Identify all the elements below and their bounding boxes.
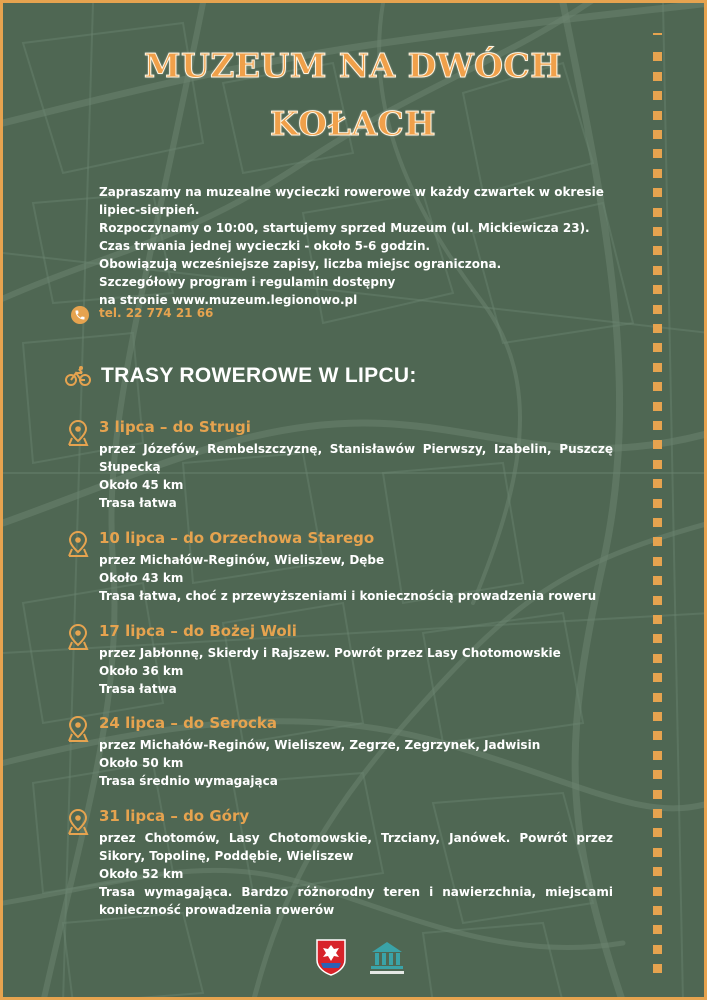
border-dot xyxy=(653,305,662,314)
museum-logo xyxy=(367,938,407,976)
route-details xyxy=(99,440,613,512)
route-via: przez Jabłonnę, Skierdy i Rajszew. Powrót przez Lasy Chotomowskie xyxy=(99,646,561,660)
border-dot xyxy=(653,693,662,702)
phone-contact xyxy=(71,305,214,325)
intro-line: Szczegółowy program i regulamin dostępny xyxy=(99,275,396,289)
phone-icon xyxy=(71,306,89,324)
border-dot xyxy=(653,324,662,333)
border-dot xyxy=(653,188,662,197)
border-dot xyxy=(653,557,662,566)
route-via: przez Michałów-Reginów, Wieliszew, Dębe xyxy=(99,553,385,567)
border-dot xyxy=(653,731,662,740)
border-dot xyxy=(653,130,662,139)
border-dot xyxy=(653,537,662,546)
border-dot xyxy=(653,499,662,508)
border-dot xyxy=(653,285,662,294)
map-pin-icon xyxy=(67,420,89,446)
route-title: 31 lipca – do Góry xyxy=(99,807,250,825)
poster-title xyxy=(73,37,633,153)
route-difficulty: Trasa wymagająca. Bardzo różnorodny teren i nawierzchnia, miejscami konieczność prowadzenia rowerów xyxy=(99,885,613,917)
dotted-border xyxy=(653,33,665,993)
border-dot xyxy=(653,790,662,799)
border-dot xyxy=(653,751,662,760)
border-dot xyxy=(653,964,662,973)
intro-text xyxy=(99,183,619,309)
route-title: 17 lipca – do Bożej Woli xyxy=(99,622,297,640)
border-dot xyxy=(653,33,662,35)
border-dot xyxy=(653,596,662,605)
route-difficulty: Trasa łatwa, choć z przewyższeniami i koniecznością prowadzenia roweru xyxy=(99,589,597,603)
route-distance: Około 45 km xyxy=(99,478,184,492)
routes-heading xyxy=(65,361,417,391)
border-dot xyxy=(653,654,662,663)
map-pin-icon xyxy=(67,716,89,742)
intro-line: lipiec-sierpień. xyxy=(99,203,200,217)
route-distance: Około 50 km xyxy=(99,756,184,770)
route-details xyxy=(99,736,613,790)
border-dot xyxy=(653,673,662,682)
border-dot xyxy=(653,945,662,954)
border-dot xyxy=(653,111,662,120)
border-dot xyxy=(653,809,662,818)
border-dot xyxy=(653,149,662,158)
border-dot xyxy=(653,52,662,61)
border-dot xyxy=(653,343,662,352)
border-dot xyxy=(653,208,662,217)
footer-logos xyxy=(315,938,407,976)
border-dot xyxy=(653,363,662,372)
border-dot xyxy=(653,227,662,236)
border-dot xyxy=(653,576,662,585)
border-dot xyxy=(653,634,662,643)
border-dot xyxy=(653,770,662,779)
map-pin-icon xyxy=(67,624,89,650)
border-dot xyxy=(653,867,662,876)
phone-number: tel. 22 774 21 66 xyxy=(99,306,214,320)
intro-line: Zapraszamy na muzealne wycieczki rowerowe w każdy czwartek w okresie xyxy=(99,185,604,199)
map-pin-icon xyxy=(67,531,89,557)
border-dot xyxy=(653,91,662,100)
border-dot xyxy=(653,421,662,430)
route-title: 3 lipca – do Strugi xyxy=(99,418,251,436)
intro-line: Czas trwania jednej wycieczki - około 5-6 godzin. xyxy=(99,239,431,253)
routes-heading-text: TRASY ROWEROWE W LIPCU: xyxy=(101,364,417,387)
map-pin-icon xyxy=(67,809,89,835)
intro-line: Obowiązują wcześniejsze zapisy, liczba miejsc ograniczona. xyxy=(99,257,502,271)
border-dot xyxy=(653,712,662,721)
route-title: 24 lipca – do Serocka xyxy=(99,714,278,732)
route-via: przez Michałów-Reginów, Wieliszew, Zegrze, Zegrzynek, Jadwisin xyxy=(99,738,541,752)
route-details xyxy=(99,644,613,698)
route-details xyxy=(99,829,613,919)
border-dot xyxy=(653,887,662,896)
border-dot xyxy=(653,460,662,469)
border-dot xyxy=(653,906,662,915)
route-via: przez Józefów, Rembelszczyznę, Stanisławów Pierwszy, Izabelin, Puszczę Słupecką xyxy=(99,442,613,474)
border-dot xyxy=(653,518,662,527)
border-dot xyxy=(653,828,662,837)
border-dot xyxy=(653,72,662,81)
border-dot xyxy=(653,925,662,934)
bicycle-icon xyxy=(65,365,91,387)
title-line-1: MUZEUM NA DWÓCH xyxy=(144,46,562,85)
title-line-2: KOŁACH xyxy=(269,104,437,143)
border-dot xyxy=(653,266,662,275)
route-title: 10 lipca – do Orzechowa Starego xyxy=(99,529,375,547)
route-distance: Około 43 km xyxy=(99,571,184,585)
route-via: przez Chotomów, Lasy Chotomowskie, Trzciany, Janówek. Powrót przez Sikory, Topolinę, Poddębie, Wieliszew xyxy=(99,831,613,863)
border-dot xyxy=(653,402,662,411)
border-dot xyxy=(653,246,662,255)
border-dot xyxy=(653,848,662,857)
coat-of-arms-logo xyxy=(315,938,347,976)
route-distance: Około 52 km xyxy=(99,867,184,881)
route-details xyxy=(99,551,613,605)
route-difficulty: Trasa łatwa xyxy=(99,682,177,696)
border-dot xyxy=(653,479,662,488)
border-dot xyxy=(653,169,662,178)
border-dot xyxy=(653,382,662,391)
border-dot xyxy=(653,440,662,449)
route-distance: Około 36 km xyxy=(99,664,184,678)
route-difficulty: Trasa średnio wymagająca xyxy=(99,774,278,788)
border-dot xyxy=(653,615,662,624)
intro-line: Rozpoczynamy o 10:00, startujemy sprzed Muzeum (ul. Mickiewicza 23). xyxy=(99,221,590,235)
route-difficulty: Trasa łatwa xyxy=(99,496,177,510)
intro-line: na stronie www.muzeum.legionowo.pl xyxy=(99,293,358,307)
